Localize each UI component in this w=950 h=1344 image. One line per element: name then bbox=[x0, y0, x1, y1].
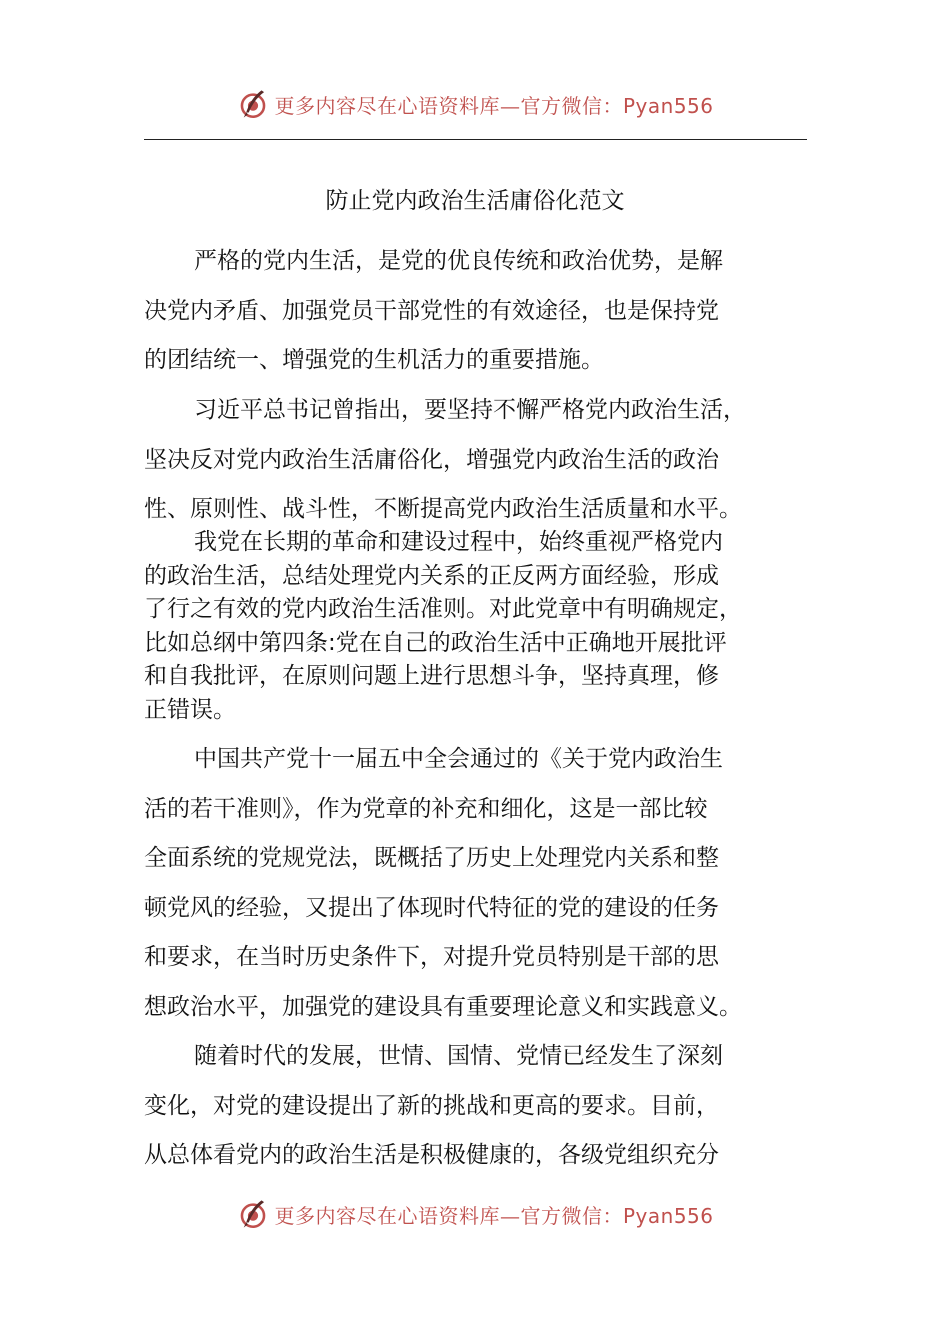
paragraph-line: 坚决反对党内政治生活庸俗化，增强党内政治生活的政治 bbox=[144, 446, 719, 473]
paragraph-line: 全面系统的党规党法，既概括了历史上处理党内关系和整 bbox=[144, 845, 719, 871]
document-title: 防止党内政治生活庸俗化范文 bbox=[325, 188, 625, 214]
paragraph-line: 顿党风的经验，又提出了体现时代特征的党的建设的任务 bbox=[144, 894, 719, 921]
paragraph-3 bbox=[144, 526, 808, 728]
wechat-id: Pyan556 bbox=[622, 93, 714, 118]
footer-banner bbox=[0, 1194, 950, 1234]
paragraph-line: 从总体看党内的政治生活是积极健康的，各级党组织充分 bbox=[144, 1142, 719, 1168]
paragraph-5 bbox=[144, 1032, 808, 1181]
paragraph-line: 和要求，在当时历史条件下，对提升党员特别是干部的思 bbox=[144, 944, 719, 970]
banner-slogan: 更多内容尽在心语资料库—官方微信： bbox=[274, 93, 623, 118]
paragraph-line: 了行之有效的党内政治生活准则。对此党章中有明确规定， bbox=[144, 596, 742, 623]
paragraph-1 bbox=[144, 237, 808, 386]
paragraph-line: 和自我批评，在原则问题上进行思想斗争，坚持真理，修 bbox=[144, 663, 719, 690]
paragraph-line: 严格的党内生活，是党的优良传统和政治优势，是解 bbox=[194, 248, 723, 274]
banner-slogan: 更多内容尽在心语资料库—官方微信： bbox=[274, 1203, 623, 1228]
banner-text bbox=[274, 90, 713, 119]
paragraph-line: 决党内矛盾、加强党员干部党性的有效途径，也是保持党 bbox=[144, 297, 719, 324]
paragraph-line: 比如总纲中第四条:党在自己的政治生活中正确地开展批评 bbox=[144, 629, 727, 656]
paragraph-line: 的政治生活，总结处理党内关系的正反两方面经验，形成 bbox=[144, 562, 719, 589]
paragraph-line: 我党在长期的革命和建设过程中，始终重视严格党内 bbox=[194, 529, 723, 555]
header-divider bbox=[144, 139, 807, 140]
paragraph-line: 中国共产党十一届五中全会通过的《关于党内政治生 bbox=[194, 746, 723, 772]
banner-text bbox=[274, 1200, 713, 1229]
quill-logo-icon bbox=[236, 87, 270, 121]
paragraph-4 bbox=[144, 735, 808, 1032]
paragraph-line: 性、原则性、战斗性，不断提高党内政治生活质量和水平。 bbox=[144, 496, 742, 522]
paragraph-line: 想政治水平，加强党的建设具有重要理论意义和实践意义。 bbox=[144, 993, 742, 1020]
header-banner bbox=[0, 84, 950, 124]
paragraph-line: 变化，对党的建设提出了新的挑战和更高的要求。目前， bbox=[144, 1092, 719, 1119]
wechat-id: Pyan556 bbox=[622, 1203, 714, 1228]
paragraph-2 bbox=[144, 386, 808, 535]
paragraph-line: 随着时代的发展，世情、国情、党情已经发生了深刻 bbox=[194, 1043, 723, 1069]
paragraph-line: 的团结统一、增强党的生机活力的重要措施。 bbox=[144, 347, 604, 373]
paragraph-line: 习近平总书记曾指出，要坚持不懈严格党内政治生活， bbox=[194, 397, 746, 423]
quill-logo-icon bbox=[236, 1197, 270, 1231]
paragraph-line: 活的若干准则》，作为党章的补充和细化，这是一部比较 bbox=[144, 795, 708, 822]
paragraph-line: 正错误。 bbox=[144, 696, 236, 723]
